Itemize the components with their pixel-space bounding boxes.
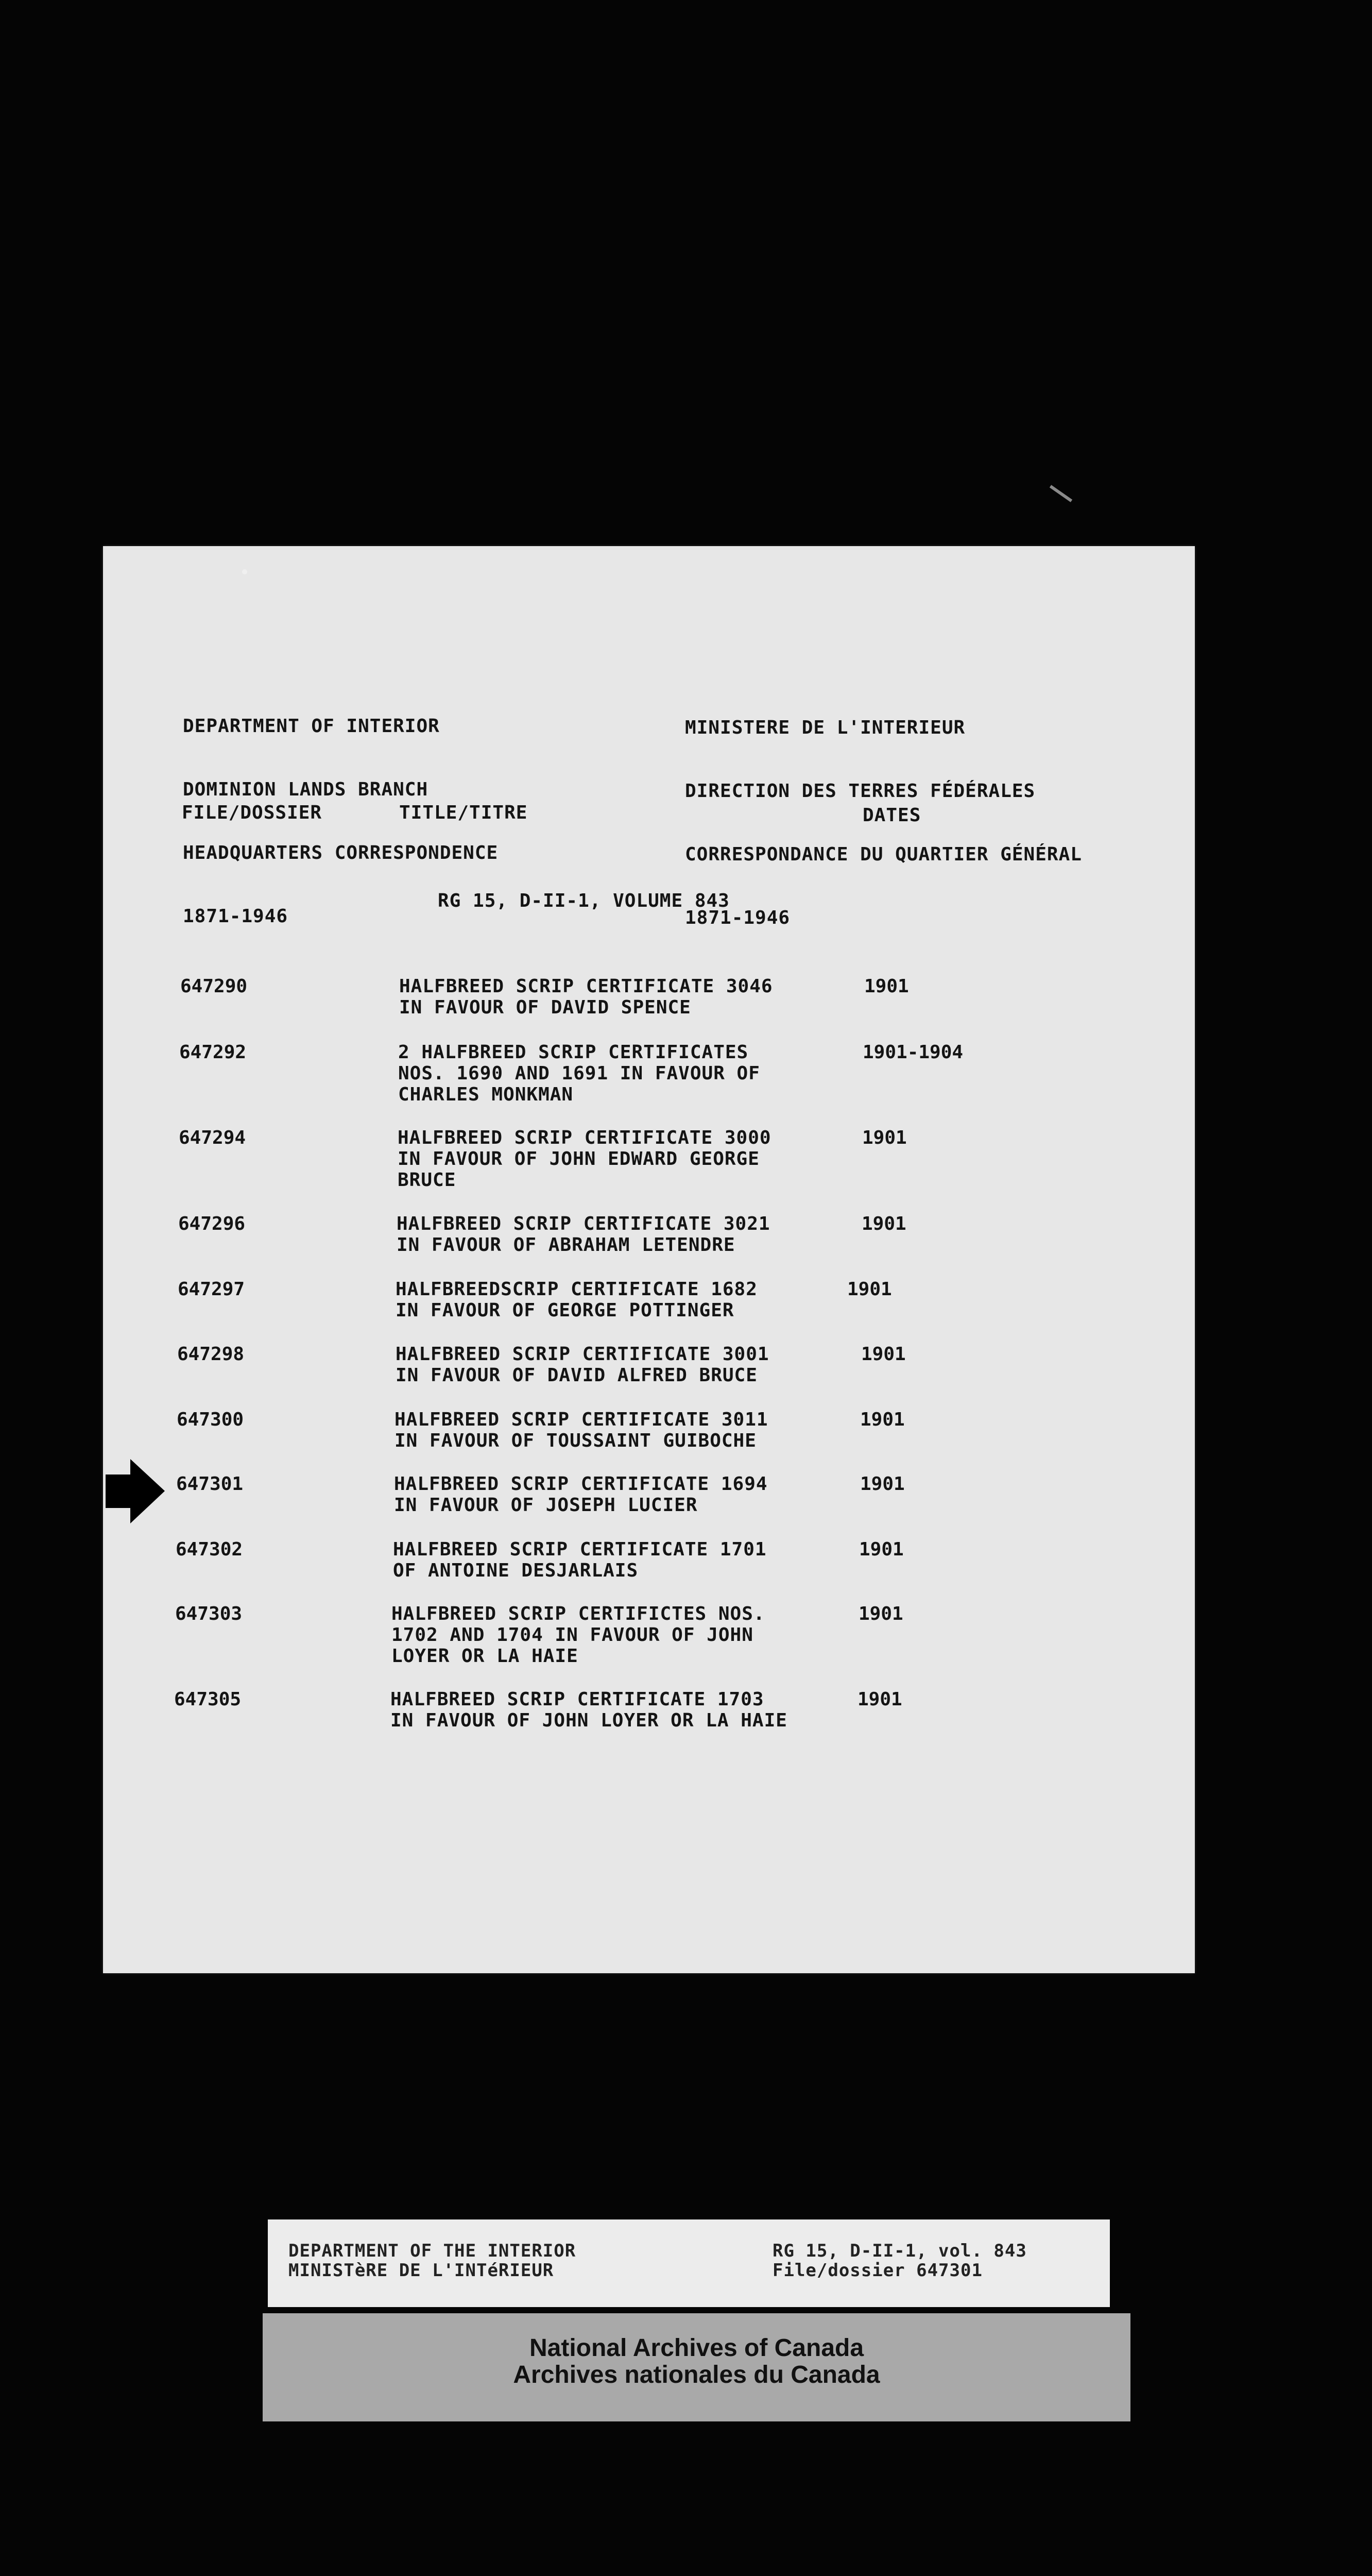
header-line: DEPARTMENT OF INTERIOR xyxy=(183,716,440,737)
file-number: 647301 xyxy=(176,1473,244,1495)
title-line: HALFBREED SCRIP CERTIFICATE 1694 xyxy=(394,1473,768,1495)
target-label xyxy=(268,2219,1110,2307)
arrow-pointer-icon xyxy=(106,1459,167,1526)
archives-name-french: Archives nationales du Canada xyxy=(513,2361,880,2388)
title-line: BRUCE xyxy=(398,1170,456,1191)
archives-name-english: National Archives of Canada xyxy=(529,2334,864,2362)
row-title xyxy=(395,1409,768,1451)
title-line: 2 HALFBREED SCRIP CERTIFICATES xyxy=(398,1042,749,1063)
row-date: 1901 xyxy=(847,1279,892,1300)
title-line: HALFBREEDSCRIP CERTIFICATE 1682 xyxy=(396,1279,758,1300)
document-page xyxy=(103,546,1195,1973)
title-line: HALFBREED SCRIP CERTIFICATE 3011 xyxy=(395,1409,768,1430)
title-line: HALFBREED SCRIP CERTIFICTES NOS. xyxy=(391,1603,765,1624)
row-date: 1901 xyxy=(859,1603,903,1624)
row-date: 1901 xyxy=(862,1127,907,1148)
row-date: 1901 xyxy=(864,976,909,997)
label-line: File/dossier 647301 xyxy=(773,2260,983,2281)
label-line: RG 15, D-II-1, vol. 843 xyxy=(773,2241,1027,2261)
title-line: HALFBREED SCRIP CERTIFICATE 3021 xyxy=(397,1213,770,1234)
archives-banner xyxy=(263,2313,1130,2421)
row-date: 1901 xyxy=(858,1689,902,1710)
header-line: DOMINION LANDS BRANCH xyxy=(183,779,428,800)
title-line: CHARLES MONKMAN xyxy=(398,1084,574,1105)
title-line: NOS. 1690 AND 1691 IN FAVOUR OF xyxy=(398,1063,760,1084)
header-line: MINISTERE DE L'INTERIEUR xyxy=(685,717,966,738)
title-line: 1702 AND 1704 IN FAVOUR OF JOHN xyxy=(391,1624,753,1646)
row-title xyxy=(398,1127,771,1191)
file-number: 647298 xyxy=(177,1344,245,1365)
row-title xyxy=(394,1473,768,1516)
file-number: 647300 xyxy=(177,1409,244,1430)
target-label-department xyxy=(288,2241,576,2280)
volume-heading: RG 15, D-II-1, VOLUME 843 xyxy=(438,890,730,911)
label-line: DEPARTMENT OF THE INTERIOR xyxy=(288,2241,576,2261)
row-date: 1901 xyxy=(859,1539,904,1560)
row-date: 1901 xyxy=(862,1213,906,1234)
title-line: IN FAVOUR OF TOUSSAINT GUIBOCHE xyxy=(395,1430,757,1451)
column-header-title: TITLE/TITRE xyxy=(399,802,528,823)
file-number: 647303 xyxy=(175,1603,243,1624)
title-line: IN FAVOUR OF ABRAHAM LETENDRE xyxy=(397,1234,735,1256)
file-number: 647296 xyxy=(178,1213,246,1234)
scratch-mark xyxy=(1050,485,1072,502)
column-header-dates: DATES xyxy=(863,805,921,826)
title-line: IN FAVOUR OF JOHN LOYER OR LA HAIE xyxy=(390,1710,787,1731)
file-number: 647292 xyxy=(179,1042,247,1063)
target-label-reference xyxy=(773,2241,1027,2280)
file-number: 647302 xyxy=(176,1539,243,1560)
row-date: 1901 xyxy=(860,1409,905,1430)
title-line: IN FAVOUR OF DAVID SPENCE xyxy=(399,997,691,1018)
title-line: HALFBREED SCRIP CERTIFICATE 3001 xyxy=(396,1344,769,1365)
label-line: MINISTèRE DE L'INTéRIEUR xyxy=(288,2260,554,2281)
title-line: HALFBREED SCRIP CERTIFICATE 1703 xyxy=(390,1689,764,1710)
title-line: LOYER OR LA HAIE xyxy=(391,1646,578,1667)
header-line: HEADQUARTERS CORRESPONDENCE xyxy=(183,842,499,863)
title-line: IN FAVOUR OF JOHN EDWARD GEORGE xyxy=(398,1148,760,1170)
title-line: IN FAVOUR OF GEORGE POTTINGER xyxy=(396,1300,734,1321)
row-title xyxy=(396,1279,758,1321)
file-number: 647290 xyxy=(180,976,248,997)
row-title xyxy=(399,976,773,1018)
title-line: HALFBREED SCRIP CERTIFICATE 3046 xyxy=(399,976,773,997)
row-title xyxy=(390,1689,787,1731)
title-line: IN FAVOUR OF JOSEPH LUCIER xyxy=(394,1495,698,1516)
file-number: 647294 xyxy=(179,1127,246,1148)
row-title xyxy=(393,1539,767,1581)
header-line: 1871-1946 xyxy=(183,906,288,927)
row-title xyxy=(391,1603,765,1667)
title-line: HALFBREED SCRIP CERTIFICATE 3000 xyxy=(398,1127,771,1148)
row-title xyxy=(397,1213,770,1256)
header-line: CORRESPONDANCE DU QUARTIER GÉNÉRAL xyxy=(685,844,1082,865)
header-line: 1871-1946 xyxy=(685,907,791,928)
title-line: HALFBREED SCRIP CERTIFICATE 1701 xyxy=(393,1539,767,1560)
title-line: IN FAVOUR OF DAVID ALFRED BRUCE xyxy=(396,1365,758,1386)
row-date: 1901 xyxy=(861,1344,906,1365)
file-number: 647297 xyxy=(178,1279,245,1300)
row-date: 1901 xyxy=(860,1473,905,1495)
column-header-file: FILE/DOSSIER xyxy=(182,802,322,823)
title-line: OF ANTOINE DESJARLAIS xyxy=(393,1560,639,1581)
row-date: 1901-1904 xyxy=(863,1042,964,1063)
speck-mark xyxy=(242,569,247,574)
row-title xyxy=(398,1042,760,1105)
file-number: 647305 xyxy=(174,1689,242,1710)
row-title xyxy=(396,1344,769,1386)
header-line: DIRECTION DES TERRES FÉDÉRALES xyxy=(685,781,1036,802)
